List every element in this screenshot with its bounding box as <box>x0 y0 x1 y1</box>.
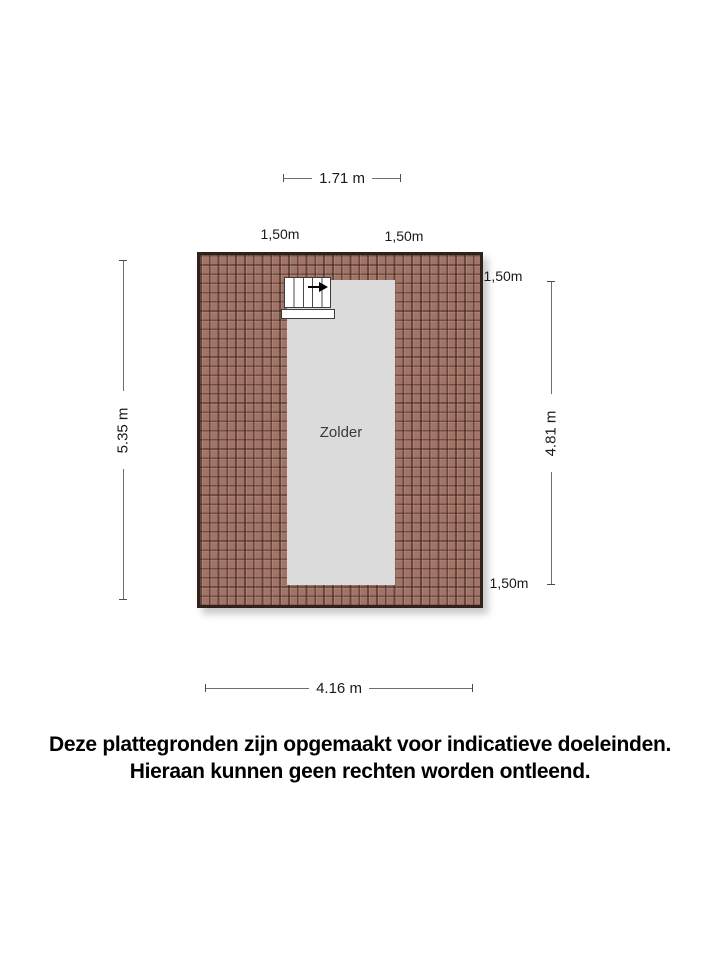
knee-wall-label-top-right: 1,50m <box>384 228 424 244</box>
stair-landing <box>281 309 335 319</box>
dimension-line <box>551 282 552 394</box>
dimension-left <box>113 260 133 600</box>
dimension-bottom <box>205 681 473 695</box>
dimension-right-label: 4.81 m <box>542 410 560 456</box>
dimension-line <box>369 688 472 689</box>
knee-wall-label-right-top: 1,50m <box>483 268 523 284</box>
dimension-tick <box>472 684 473 692</box>
knee-wall-label-top-left: 1,50m <box>260 226 300 242</box>
dimension-right <box>541 281 561 585</box>
dimension-line <box>206 688 309 689</box>
room-label: Zolder <box>319 424 363 441</box>
dimension-top-label: 1.71 m <box>319 169 365 187</box>
dimension-top <box>283 171 401 185</box>
roof-area <box>197 252 483 608</box>
room-zolder <box>287 280 395 585</box>
stair-direction-arrow-icon <box>308 282 328 292</box>
dimension-tick <box>119 599 127 600</box>
dimension-line <box>123 261 124 391</box>
disclaimer-line-1: Deze plattegronden zijn opgemaakt voor indicatieve doeleinden. <box>48 733 672 756</box>
dimension-line <box>551 472 552 584</box>
dimension-left-label: 5.35 m <box>114 407 132 453</box>
dimension-tick <box>547 584 555 585</box>
dimension-line <box>372 178 400 179</box>
disclaimer <box>0 731 720 785</box>
dimension-tick <box>400 174 401 182</box>
dimension-bottom-label: 4.16 m <box>316 679 362 697</box>
staircase <box>284 277 331 308</box>
disclaimer-line-2: Hieraan kunnen geen rechten worden ontleend. <box>129 760 591 783</box>
dimension-line <box>284 178 312 179</box>
dimension-line <box>123 469 124 599</box>
knee-wall-label-right-bottom: 1,50m <box>489 575 529 591</box>
